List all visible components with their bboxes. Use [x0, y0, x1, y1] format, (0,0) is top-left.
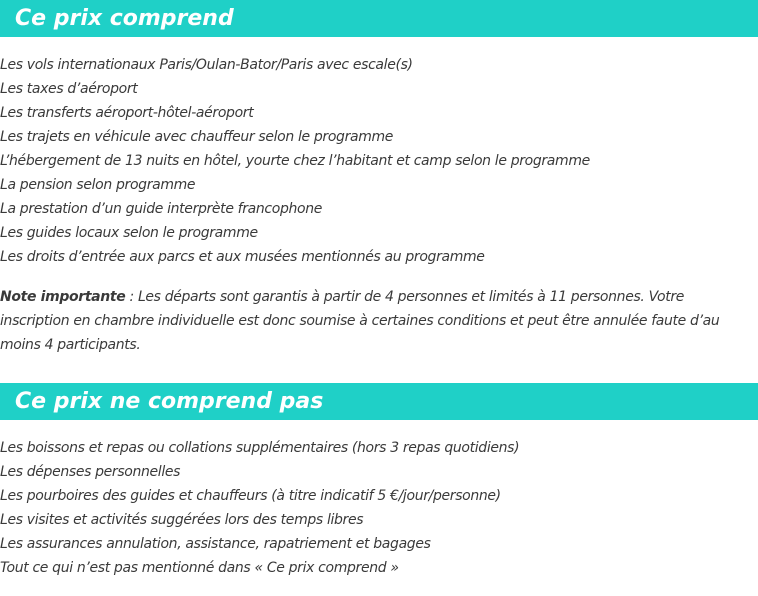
section-title-excluded: Ce prix ne comprend pas [0, 383, 758, 420]
list-item: Les droits d’entrée aux parcs et aux musées mentionnés au programme [0, 249, 485, 265]
list-item: Les transferts aéroport-hôtel-aéroport [0, 105, 254, 121]
list-item: La pension selon programme [0, 177, 196, 193]
list-item: Les guides locaux selon le programme [0, 225, 258, 241]
important-note [0, 285, 740, 357]
list-item: Les assurances annulation, assistance, rapatriement et bagages [0, 536, 431, 552]
list-item: Les boissons et repas ou collations supplémentaires (hors 3 repas quotidiens) [0, 440, 520, 456]
list-item: Les pourboires des guides et chauffeurs (à titre indicatif 5 €/jour/personne) [0, 488, 501, 504]
list-item: Les taxes d’aéroport [0, 81, 138, 97]
list-item: Les dépenses personnelles [0, 464, 181, 480]
section-title-included: Ce prix comprend [0, 0, 758, 37]
list-item: L’hébergement de 13 nuits en hôtel, yourte chez l’habitant et camp selon le programme [0, 153, 590, 169]
list-item: La prestation d’un guide interprète francophone [0, 201, 323, 217]
list-item: Les vols internationaux Paris/Oulan-Bator/Paris avec escale(s) [0, 57, 413, 73]
excluded-list [0, 436, 758, 580]
note-label: Note importante [0, 289, 126, 305]
list-item: Les trajets en véhicule avec chauffeur selon le programme [0, 129, 394, 145]
list-item: Les visites et activités suggérées lors des temps libres [0, 512, 364, 528]
included-list [0, 53, 758, 269]
list-item: Tout ce qui n’est pas mentionné dans « Ce prix comprend » [0, 560, 399, 576]
note-text: : Les départs sont garantis à partir de 4 personnes et limités à 11 personnes. Votre inscription en chambre individuelle est donc soumise à certaines conditions et peut être annulée faute d’au moins 4 participants. [0, 289, 720, 353]
